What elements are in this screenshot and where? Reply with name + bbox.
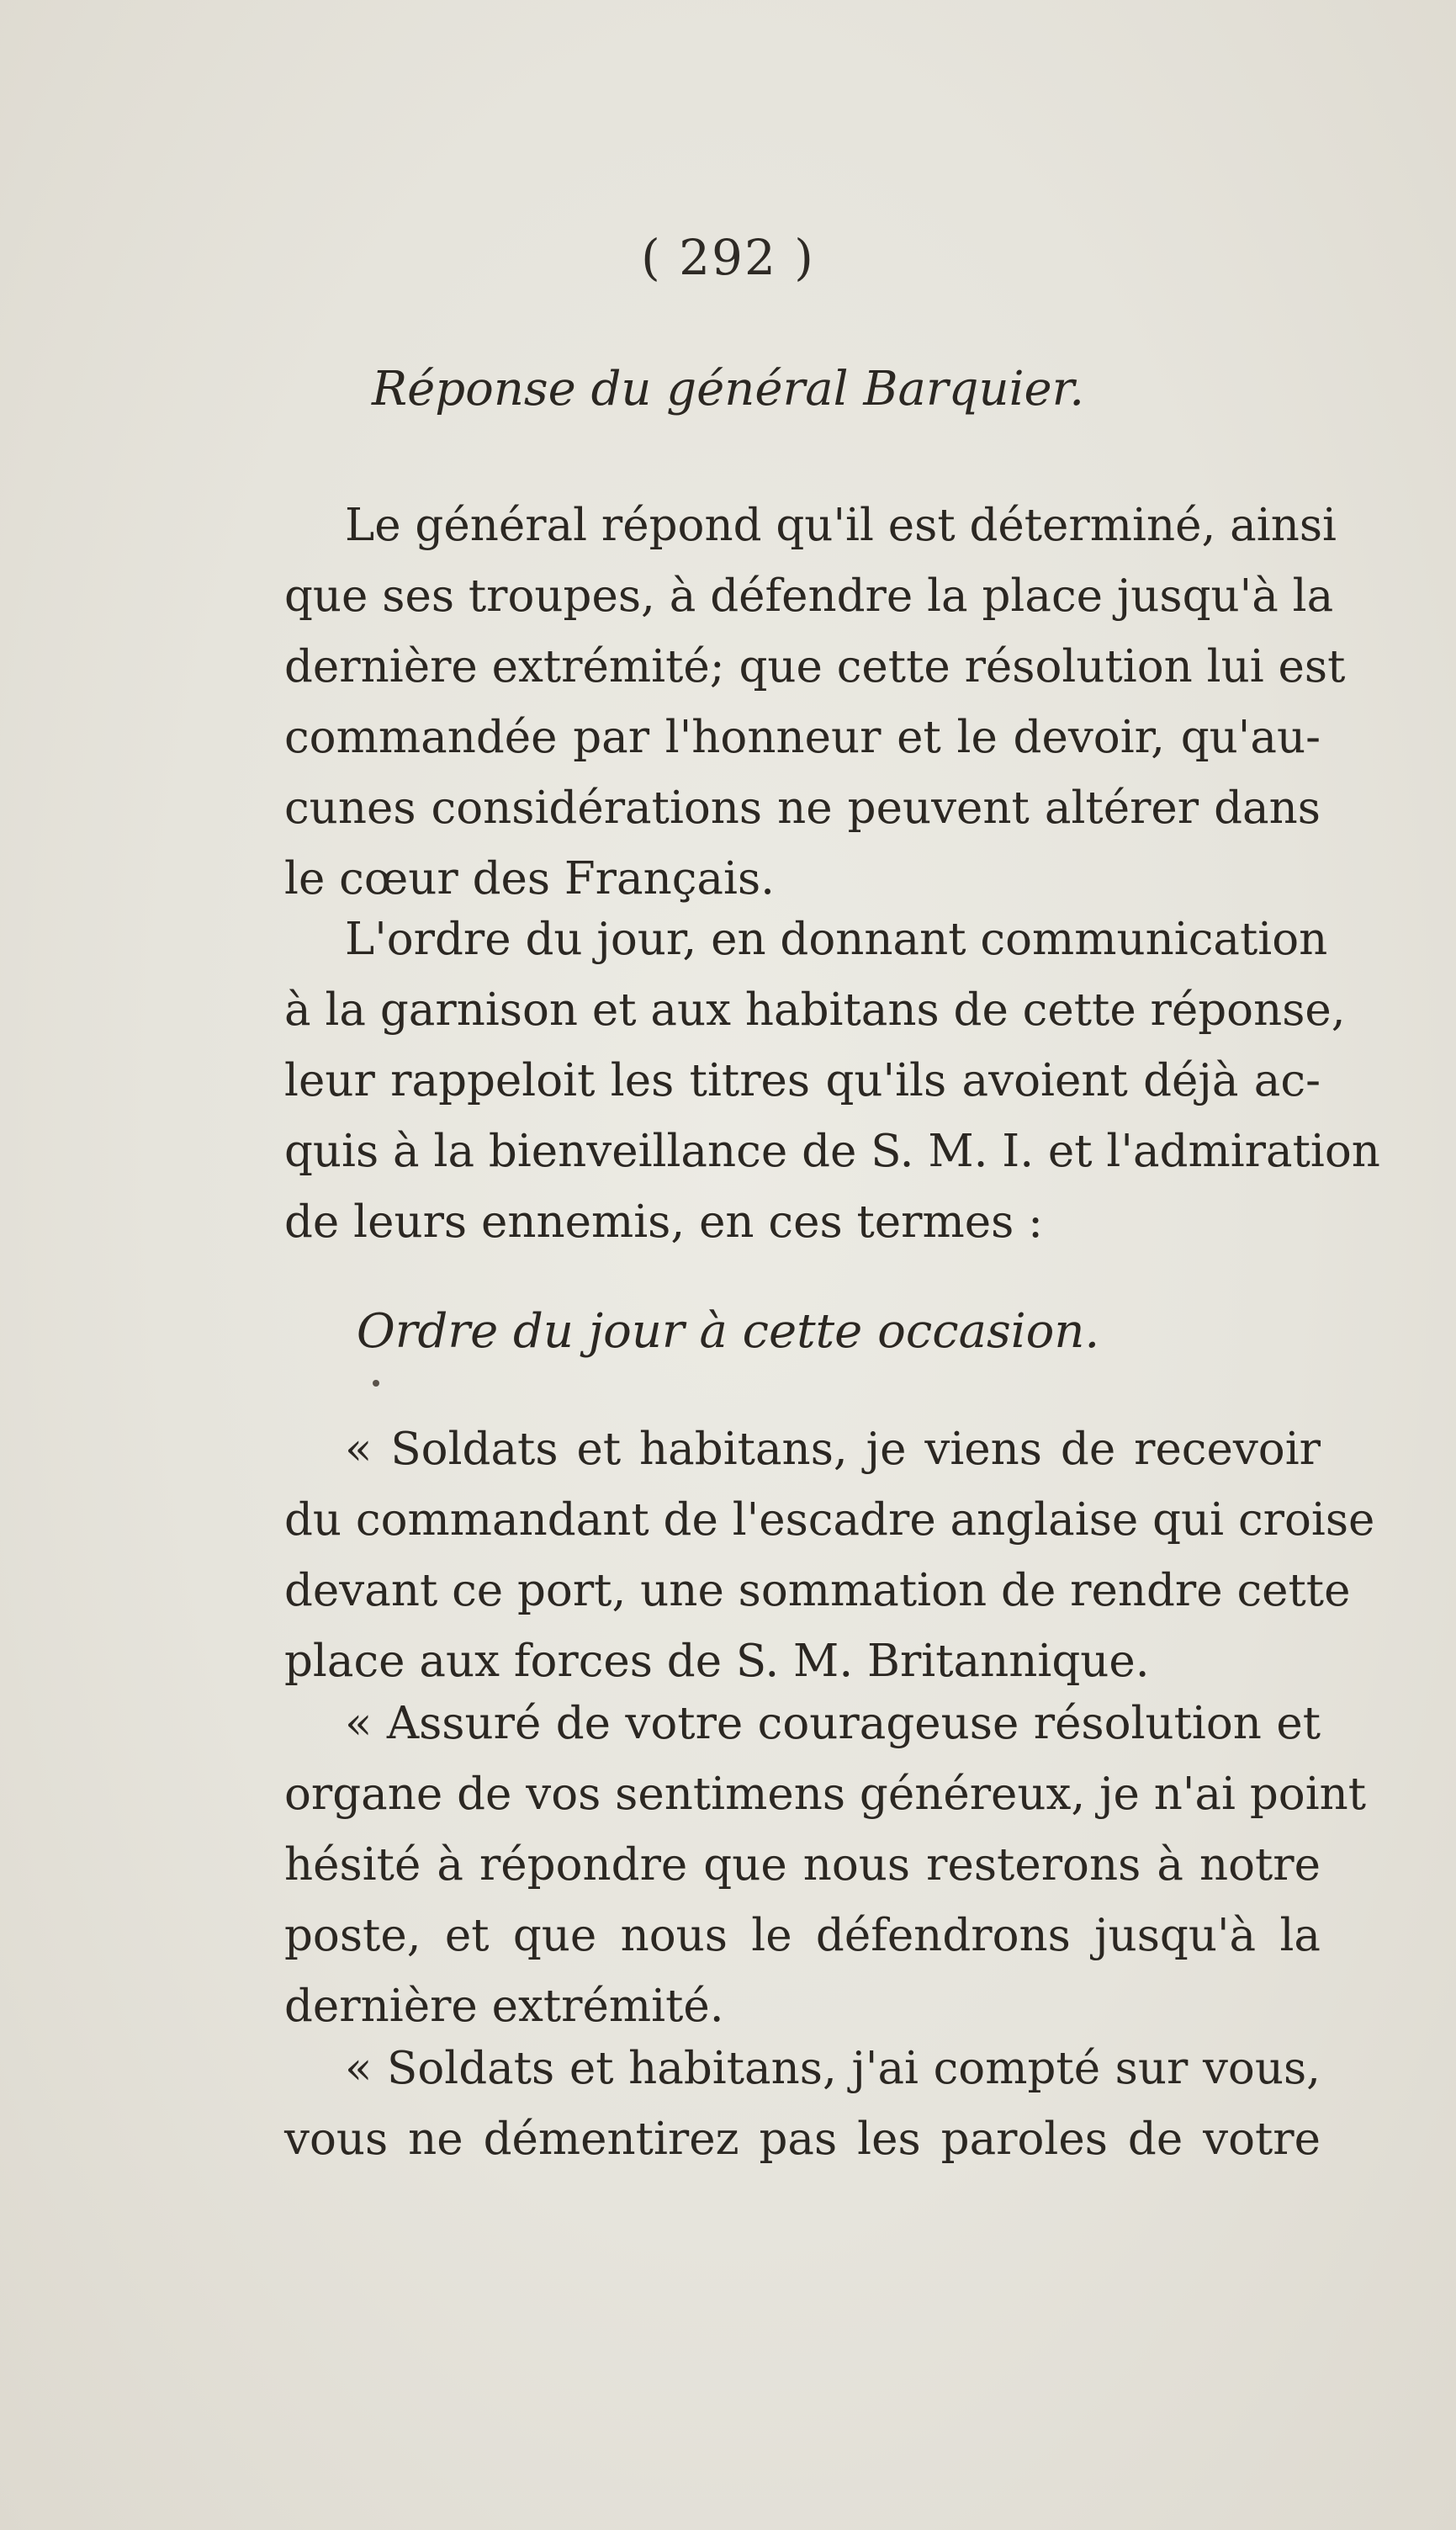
text-line: cunes considérations ne peuvent altérer dans <box>284 782 1321 834</box>
page-number: ( 292 ) <box>641 229 815 286</box>
text-line: le cœur des Français. <box>284 853 776 904</box>
text-line: « Soldats et habitans, je viens de recevoir <box>345 1424 1321 1475</box>
text-line: du commandant de l'escadre anglaise qui croise <box>284 1494 1375 1546</box>
paper-speck <box>373 1380 379 1387</box>
text-line: dernière extrémité. <box>284 1981 724 2032</box>
text-line: que ses troupes, à défendre la place jusqu'à la <box>284 570 1334 622</box>
text-line: « Soldats et habitans, j'ai compté sur vous, <box>345 2043 1321 2094</box>
text-line: hésité à répondre que nous resterons à notre <box>284 1839 1321 1891</box>
text-line: leur rappeloit les titres qu'ils avoient déjà ac- <box>284 1055 1321 1106</box>
text-line: dernière extrémité; que cette résolution lui est <box>284 641 1346 692</box>
text-line: devant ce port, une sommation de rendre cette <box>284 1565 1351 1616</box>
text-line: vous ne démentirez pas les paroles de votre <box>284 2114 1321 2165</box>
text-line: Le général répond qu'il est déterminé, ainsi <box>345 500 1337 551</box>
text-line: de leurs ennemis, en ces termes : <box>284 1196 1044 1248</box>
text-line: commandée par l'honneur et le devoir, qu'au- <box>284 712 1321 763</box>
section-heading-reponse: Réponse du général Barquier. <box>371 362 1085 416</box>
text-line: L'ordre du jour, en donnant communication <box>345 914 1328 965</box>
text-line: à la garnison et aux habitans de cette réponse, <box>284 984 1346 1036</box>
text-line: quis à la bienveillance de S. M. I. et l'admiration <box>284 1126 1380 1177</box>
text-line: organe de vos sentimens généreux, je n'ai point <box>284 1769 1367 1820</box>
text-line: poste, et que nous le défendrons jusqu'à la <box>284 1910 1321 1961</box>
section-heading-ordre: Ordre du jour à cette occasion. <box>356 1304 1100 1359</box>
text-line: place aux forces de S. M. Britannique. <box>284 1636 1150 1687</box>
text-line: « Assuré de votre courageuse résolution et <box>345 1698 1321 1749</box>
